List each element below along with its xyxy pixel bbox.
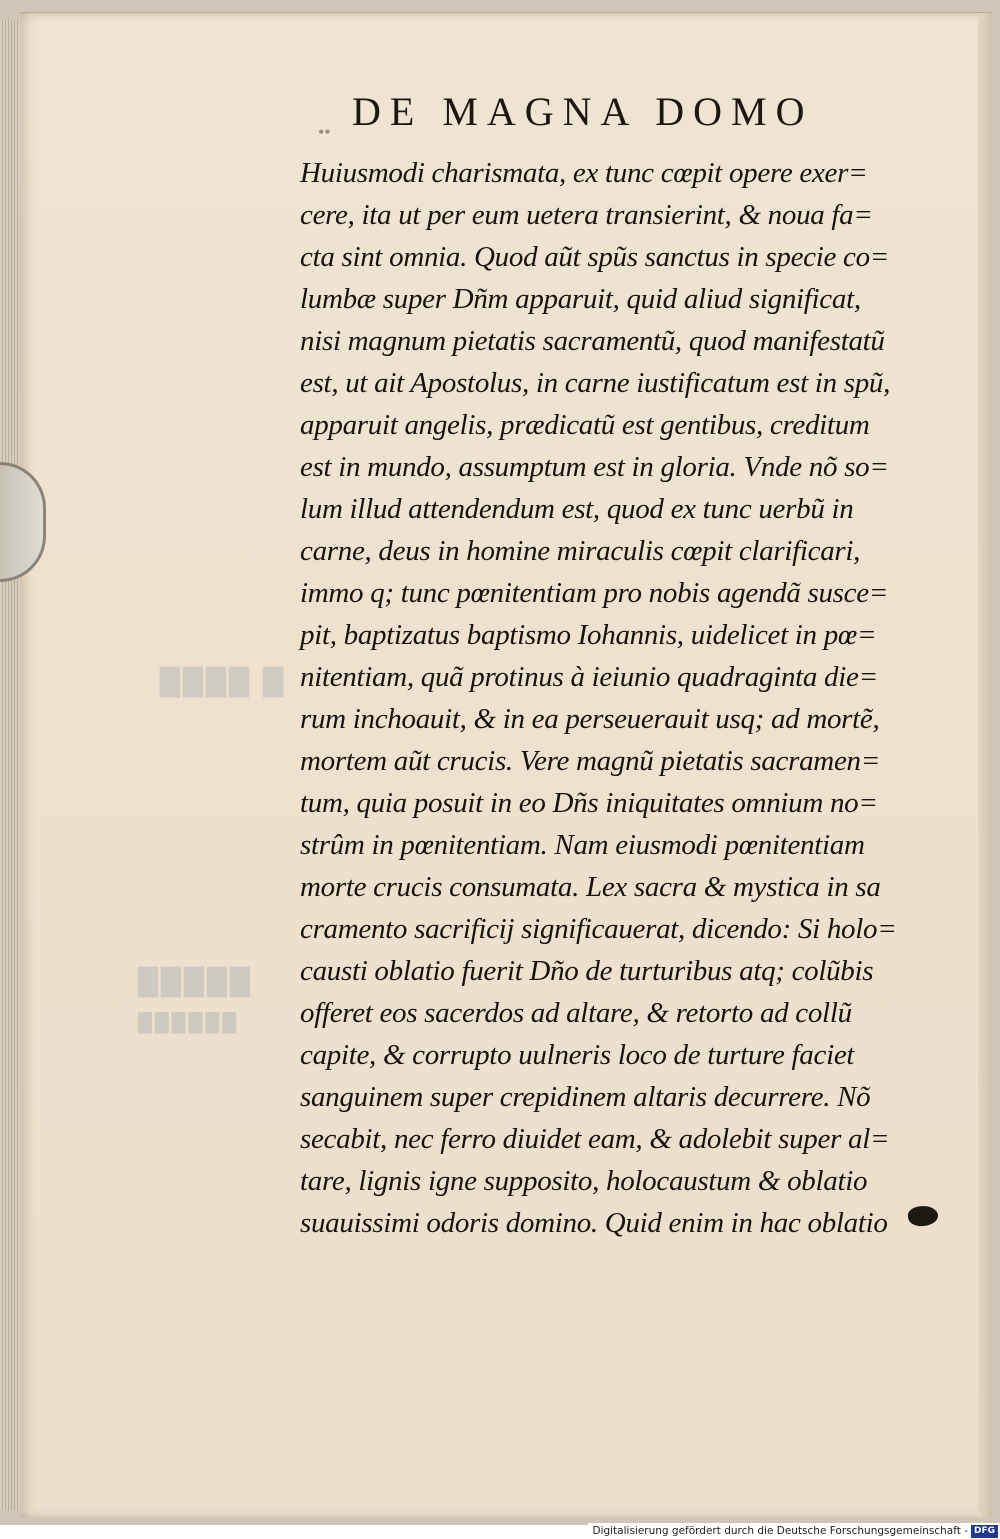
page-right-edge	[978, 13, 992, 1518]
bleed-through-text: ████ █	[160, 668, 287, 698]
text-line: tare, lignis igne supposito, holocaustum & oblatio	[300, 1165, 868, 1197]
text-line: pit, baptizatus baptismo Iohannis, uidelicet in pœ=	[300, 619, 877, 651]
dfg-logo: DFG	[971, 1525, 998, 1538]
body-text	[300, 152, 940, 1244]
text-line: tum, quia posuit in eo Dñs iniquitates omnium no=	[300, 787, 878, 819]
text-line: rum inchoauit, & in ea perseuerauit usq; ad mortẽ,	[300, 703, 880, 735]
text-line: causti oblatio fuerit Dño de turturibus atq; colũbis	[300, 955, 874, 987]
text-line: cta sint omnia. Quod aũt spũs sanctus in specie co=	[300, 241, 890, 273]
running-head-ornament: ••	[318, 122, 331, 142]
text-line: nitentiam, quã protinus à ieiunio quadraginta die=	[300, 661, 878, 693]
text-line: apparuit angelis, prædicatũ est gentibus, creditum	[300, 409, 870, 441]
text-line: immo q; tunc pœnitentiam pro nobis agendã susce=	[300, 577, 889, 609]
text-line: morte crucis consumata. Lex sacra & mystica in sa	[300, 871, 881, 903]
text-line: suauissimi odoris domino. Quid enim in hac oblatio	[300, 1207, 888, 1239]
text-line: lumbæ super Dñm apparuit, quid aliud significat,	[300, 283, 861, 315]
digitization-credit	[588, 1523, 1000, 1539]
text-line: nisi magnum pietatis sacramentũ, quod manifestatũ	[300, 325, 885, 357]
text-line: strûm in pœnitentiam. Nam eiusmodi pœnitentiam	[300, 829, 865, 861]
text-line: est in mundo, assumptum est in gloria. Vnde nõ so=	[300, 451, 889, 483]
credit-text: Digitalisierung gefördert durch die Deutsche Forschungsgemeinschaft -	[592, 1525, 968, 1537]
text-line: carne, deus in homine miraculis cœpit clarificari,	[300, 535, 861, 567]
text-line: est, ut ait Apostolus, in carne iustificatum est in spũ,	[300, 367, 891, 399]
text-line: offeret eos sacerdos ad altare, & retorto ad collũ	[300, 997, 852, 1029]
bleed-through-text: █████	[138, 968, 253, 998]
text-line: lum illud attendendum est, quod ex tunc uerbũ in	[300, 493, 854, 525]
text-line: secabit, nec ferro diuidet eam, & adolebit super al=	[300, 1123, 890, 1155]
text-line: Huiusmodi charismata, ex tunc cœpit opere exer=	[300, 157, 868, 189]
text-line: mortem aũt crucis. Vere magnũ pietatis sacramen=	[300, 745, 880, 777]
text-line: sanguinem super crepidinem altaris decurrere. Nõ	[300, 1081, 871, 1113]
text-line: cere, ita ut per eum uetera transierint, & noua fa=	[300, 199, 873, 231]
text-line: capite, & corrupto uulneris loco de turture faciet	[300, 1039, 855, 1071]
text-line: cramento sacrificij significauerat, dicendo: Si holo=	[300, 913, 897, 945]
running-head: DE MAGNA DOMO	[352, 89, 814, 134]
bleed-through-text: ██████	[138, 1013, 240, 1034]
